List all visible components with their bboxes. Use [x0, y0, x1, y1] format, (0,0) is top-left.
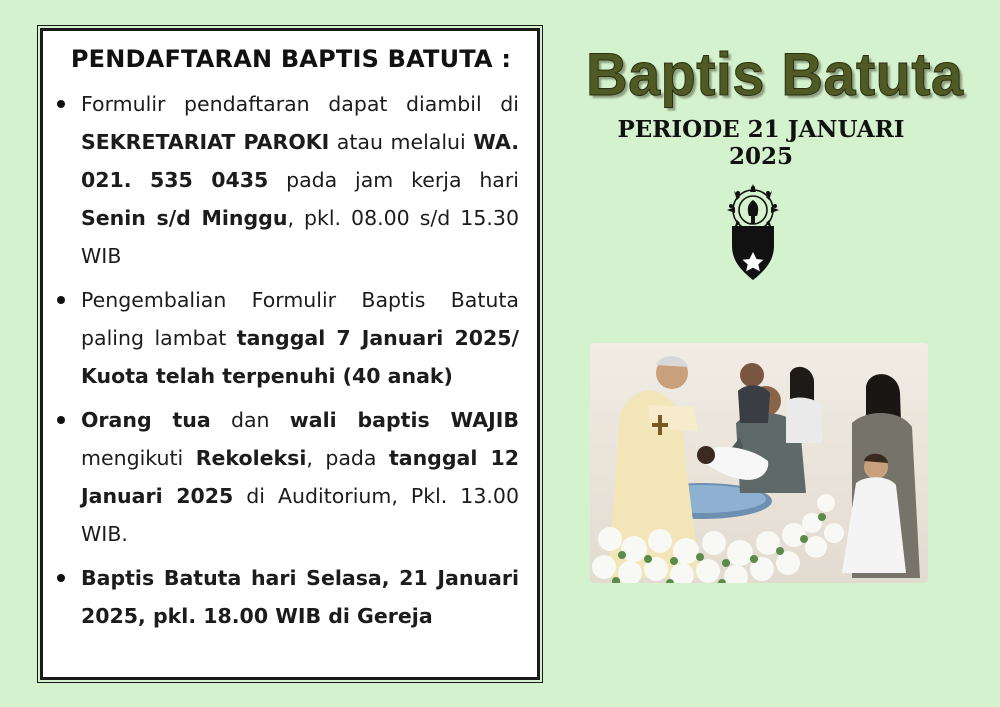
body-text: di Auditorium, Pkl. 13.00 WIB.: [81, 484, 519, 546]
emphasis-text: tanggal 12 Januari 2025: [81, 446, 519, 508]
body-text: , pada: [306, 446, 389, 470]
registration-list: [43, 85, 519, 635]
period-label: PERIODE 21 JANUARI 2025: [617, 116, 905, 170]
bullet-icon: [57, 100, 65, 108]
page-title: Baptis Batuta: [586, 41, 964, 108]
emphasis-text: Senin s/d Minggu: [81, 206, 288, 230]
body-text: , pkl. 08.00 s/d 15.30 WIB: [81, 206, 519, 268]
emphasis-text: WA. 021. 535 0435: [81, 130, 519, 192]
bullet-icon: [57, 574, 65, 582]
body-text: Formulir pendaftaran dapat diambil di: [81, 92, 519, 116]
registration-title: PENDAFTARAN BAPTIS BATUTA :: [70, 45, 512, 73]
emphasis-text: SEKRETARIAT PAROKI: [81, 130, 330, 154]
baptism-photo: [590, 343, 928, 583]
registration-panel: [40, 28, 540, 680]
body-text: mengikuti: [81, 446, 196, 470]
emphasis-text: tanggal 7 Januari 2025/ Kuota telah terpenuhi (40 anak): [81, 326, 519, 388]
body-text: atau melalui: [329, 130, 474, 154]
registration-item: [43, 559, 519, 635]
body-text: Pengembalian Formulir Baptis Batuta paling lambat: [81, 288, 519, 350]
emphasis-text: wali baptis WAJIB: [289, 408, 519, 432]
bullet-icon: [57, 296, 65, 304]
parish-crest-icon: [716, 180, 790, 284]
emphasis-text: Rekoleksi: [195, 446, 307, 470]
registration-item: [43, 401, 519, 553]
body-text: dan: [210, 408, 290, 432]
emphasis-text: Orang tua: [81, 408, 211, 432]
bullet-icon: [57, 416, 65, 424]
body-text: pada jam kerja hari: [268, 168, 519, 192]
emphasis-text: Baptis Batuta hari Selasa, 21 Januari 2025, pkl. 18.00 WIB di Gereja: [81, 566, 519, 628]
registration-item: [43, 281, 519, 395]
registration-item: [43, 85, 519, 275]
